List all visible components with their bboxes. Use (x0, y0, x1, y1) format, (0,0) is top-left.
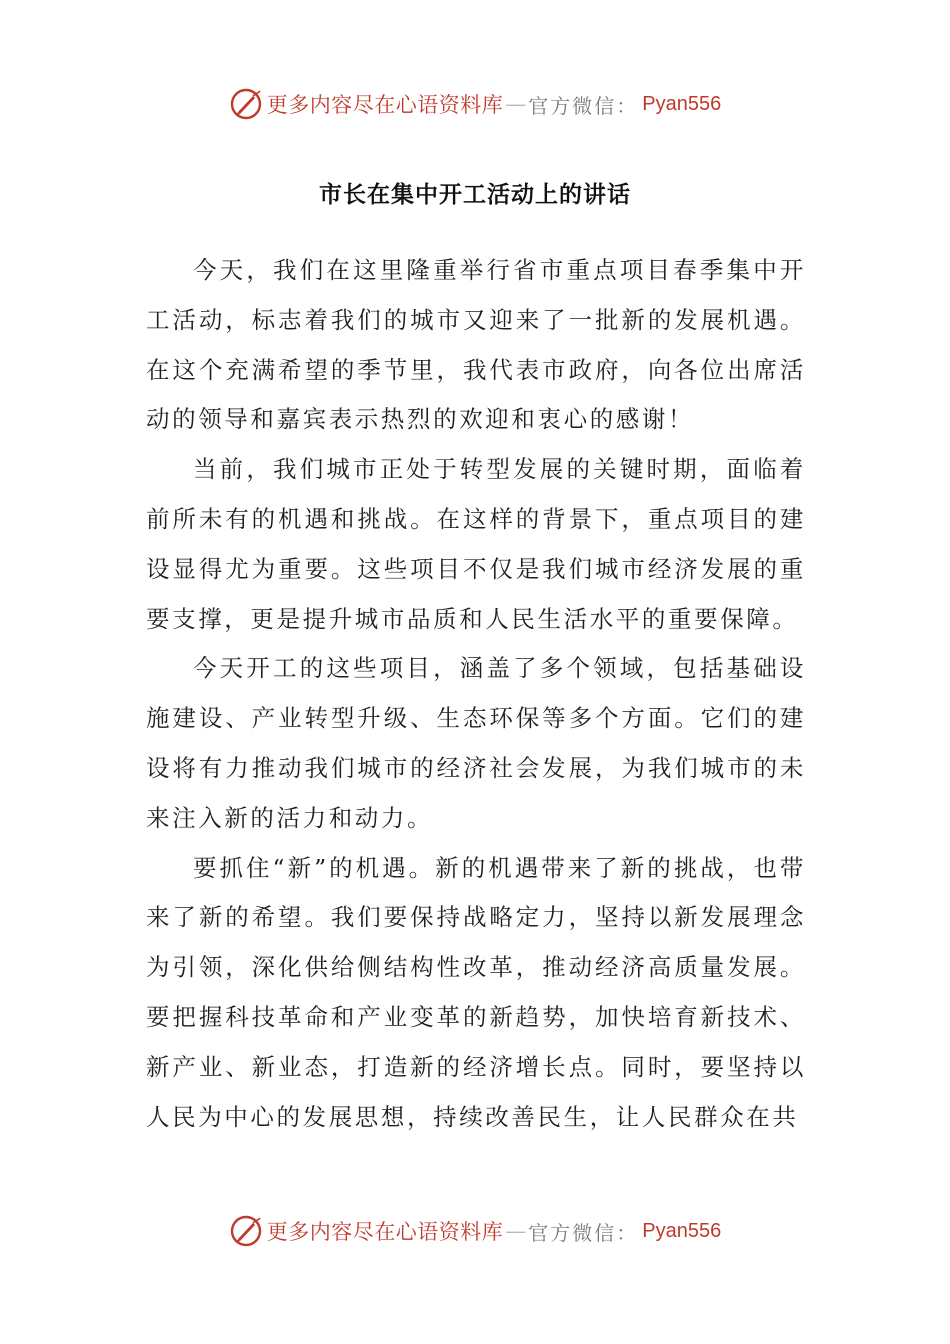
paragraph: 今天，我们在这里隆重举行省市重点项目春季集中开工活动，标志着我们的城市又迎来了一批新的发展机遇。在这个充满希望的季节里，我代表市政府，向各位出席活动的领导和嘉宾表示热烈的欢迎和衷心的感谢！ (146, 256, 806, 434)
paragraph: 今天开工的这些项目，涵盖了多个领域，包括基础设施建设、产业转型升级、生态环保等多个方面。它们的建设将有力推动我们城市的经济社会发展，为我们城市的未来注入新的活力和动力。 (146, 654, 806, 832)
footer-watermark (0, 1211, 950, 1251)
watermark-brand-text: 更多内容尽在心语资料库 (266, 1220, 504, 1244)
document-body (146, 246, 806, 1142)
watermark-separator: — (505, 1219, 527, 1243)
paragraph: 当前，我们城市正处于转型发展的关键时期，面临着前所未有的机遇和挑战。在这样的背景下，重点项目的建设显得尤为重要。这些项目不仅是我们城市经济发展的重要支撑，更是提升城市品质和人民生活水平的重要保障。 (146, 455, 806, 633)
quill-pen-icon (229, 87, 263, 121)
watermark-wechat-id: Pyan556 (642, 1219, 722, 1242)
watermark-separator: — (505, 92, 527, 116)
quill-pen-icon (229, 1214, 263, 1248)
watermark-wechat-label: 官方微信： (528, 1220, 639, 1245)
header-watermark (0, 84, 950, 124)
watermark-wechat-id: Pyan556 (642, 92, 722, 115)
document-title: 市长在集中开工活动上的讲话 (319, 182, 631, 208)
paragraph: 要抓住“新”的机遇。新的机遇带来了新的挑战，也带来了新的希望。我们要保持战略定力，坚持以新发展理念为引领，深化供给侧结构性改革，推动经济高质量发展。要把握科技革命和产业变革的新趋势，加快培育新技术、新产业、新业态，打造新的经济增长点。同时，要坚持以人民为中心的发展思想，持续改善民生，让人民群众在共 (146, 853, 806, 1131)
watermark-brand-text: 更多内容尽在心语资料库 (266, 93, 504, 117)
watermark-wechat-label: 官方微信： (528, 93, 639, 118)
